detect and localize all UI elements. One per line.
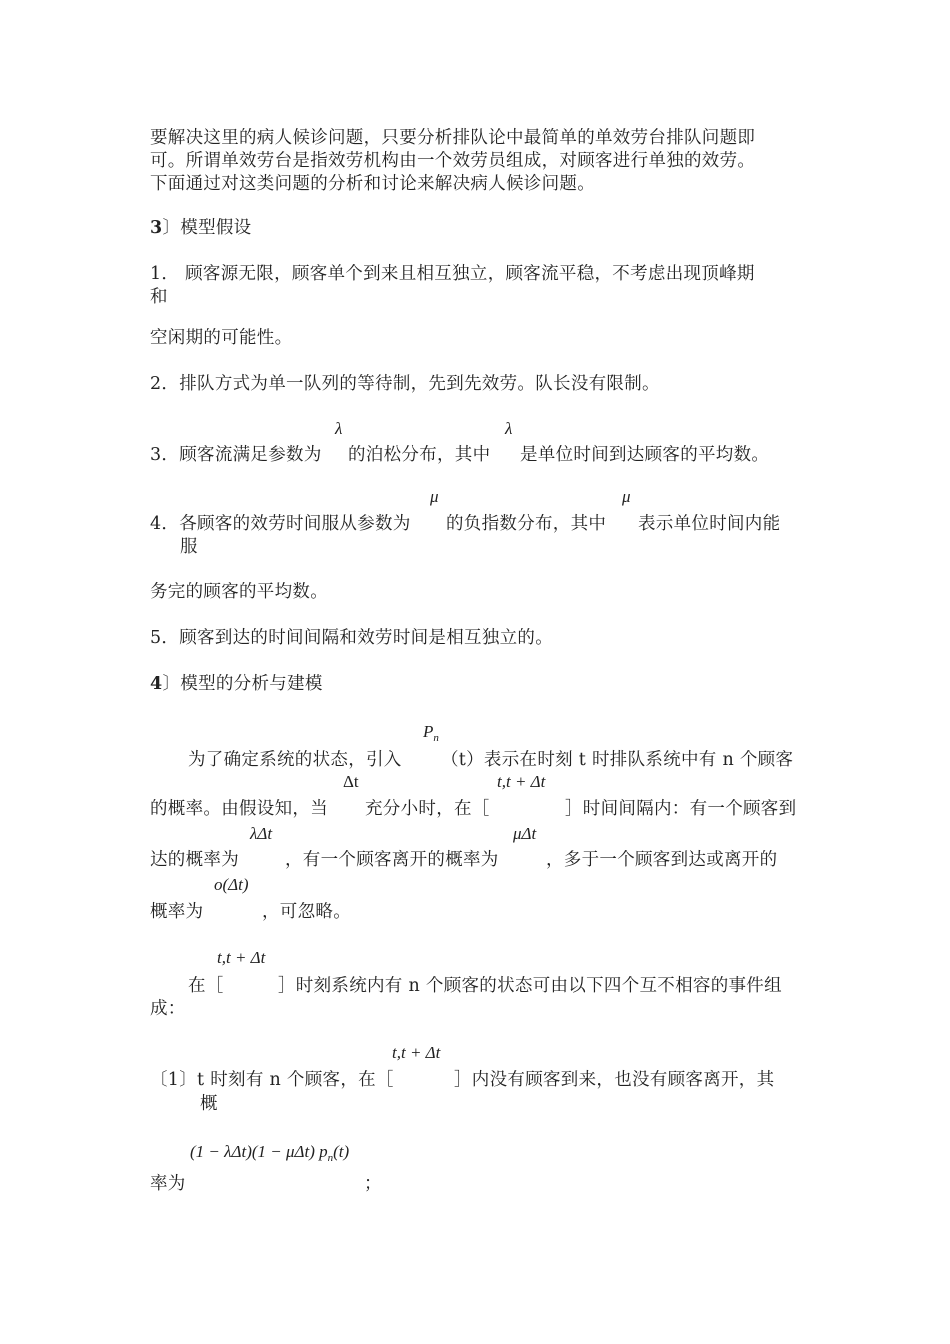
para-1-line-1-part-1: 为了确定系统的状态，引入 bbox=[188, 750, 402, 770]
para-1-line-1-part-2: （t）表示在时刻 t 时排队系统中有 n 个顾客 bbox=[441, 750, 794, 770]
case-1-line-1-part-2: ］内没有顾客到来，也没有顾客离开，其 bbox=[454, 1070, 775, 1090]
para-1-line-3-part-3: ，多于一个顾客到达或离开的 bbox=[546, 850, 778, 870]
section-4-title: 〕模型的分析与建模 bbox=[162, 674, 323, 694]
para-1-line-3-part-2: ，有一个顾客离开的概率为 bbox=[285, 850, 499, 870]
mu-symbol: μ bbox=[622, 487, 631, 506]
para-2-line-2: 成： bbox=[150, 999, 186, 1019]
assumption-3-part-3: 是单位时间到达顾客的平均数。 bbox=[520, 445, 770, 465]
section-3-number: 3 bbox=[150, 218, 163, 238]
para-2-line-1-part-2: ］时刻系统内有 n 个顾客的状态可由以下四个互不相容的事件组 bbox=[278, 976, 782, 996]
para-1-line-3-part-1: 达的概率为 bbox=[150, 850, 239, 870]
delta-t-text: Δt bbox=[343, 772, 359, 791]
interval-symbol: t,t + Δt bbox=[217, 948, 266, 967]
assumption-2: 2．排队方式为单一队列的等待制，先到先效劳。队长没有限制。 bbox=[150, 374, 660, 394]
section-4-number: 4 bbox=[150, 674, 163, 694]
mu-symbol: μ bbox=[430, 487, 439, 506]
n-subscript: n bbox=[433, 732, 439, 744]
probability-expression-tail: (t) bbox=[333, 1142, 350, 1161]
assumption-3-part-1: 3．顾客流满足参数为 bbox=[150, 445, 322, 465]
assumption-5: 5．顾客到达的时间间隔和效劳时间是相互独立的。 bbox=[150, 628, 554, 648]
para-2-line-1-part-1: 在［ bbox=[188, 976, 224, 996]
para-1-line-2-part-2: 充分小时，在［ bbox=[365, 799, 490, 819]
interval-symbol: t,t + Δt bbox=[497, 772, 546, 791]
section-3-heading bbox=[150, 216, 251, 240]
p-symbol: P bbox=[423, 722, 434, 741]
case-1-line-1-part-1: 〔1〕t 时刻有 n 个顾客，在［ bbox=[150, 1070, 394, 1090]
case-1-line-3-part-1: 率为 bbox=[150, 1174, 186, 1194]
intro-line-2: 可。所谓单效劳台是指效劳机构由一个效劳员组成，对顾客进行单独的效劳。 bbox=[150, 151, 756, 171]
para-1-line-4-part-2: ，可忽略。 bbox=[262, 902, 351, 922]
section-3-title: 〕模型假设 bbox=[162, 218, 252, 238]
probability-expression bbox=[190, 1142, 349, 1168]
n-subscript: n bbox=[327, 1152, 334, 1164]
interval-symbol: t,t + Δt bbox=[392, 1043, 441, 1062]
mu-delta-t-symbol: μΔt bbox=[513, 824, 537, 843]
assumption-4-part-1: 4．各顾客的效劳时间服从参数为 bbox=[150, 514, 411, 534]
assumption-4-part-3: 表示单位时间内能 bbox=[638, 514, 781, 534]
case-1-line-3-part-2: ； bbox=[364, 1174, 382, 1194]
probability-expression-main: (1 − λΔt)(1 − μΔt) p bbox=[190, 1142, 328, 1161]
o-delta-t-symbol: o(Δt) bbox=[214, 875, 249, 894]
para-1-line-2-part-1: 的概率。由假设知，当 bbox=[150, 799, 328, 819]
intro-line-1: 要解决这里的病人候诊问题，只要分析排队论中最简单的单效劳台排队问题即 bbox=[150, 128, 756, 148]
lambda-symbol: λ bbox=[335, 419, 343, 438]
para-1-line-2-part-3: ］时间间隔内：有一个顾客到 bbox=[565, 799, 797, 819]
case-1-line-2: 概 bbox=[200, 1094, 218, 1114]
assumption-3-part-2: 的泊松分布，其中 bbox=[348, 445, 491, 465]
lambda-symbol: λ bbox=[505, 419, 513, 438]
intro-line-3: 下面通过对这类问题的分析和讨论来解决病人候诊问题。 bbox=[150, 174, 595, 194]
assumption-4-line-2: 服 bbox=[180, 537, 198, 557]
assumption-4-line-3: 务完的顾客的平均数。 bbox=[150, 582, 328, 602]
para-1-line-4-part-1: 概率为 bbox=[150, 902, 204, 922]
assumption-1-line-3: 空闲期的可能性。 bbox=[150, 328, 293, 348]
assumption-1-line-2: 和 bbox=[150, 287, 168, 307]
assumption-4-part-2: 的负指数分布，其中 bbox=[446, 514, 607, 534]
assumption-1-line-1: 1． 顾客源无限，顾客单个到来且相互独立，顾客流平稳，不考虑出现顶峰期 bbox=[150, 264, 755, 284]
p-n-symbol bbox=[423, 722, 439, 748]
section-4-heading bbox=[150, 672, 323, 696]
delta-t-symbol bbox=[343, 772, 359, 792]
lambda-delta-t-symbol: λΔt bbox=[250, 824, 273, 843]
